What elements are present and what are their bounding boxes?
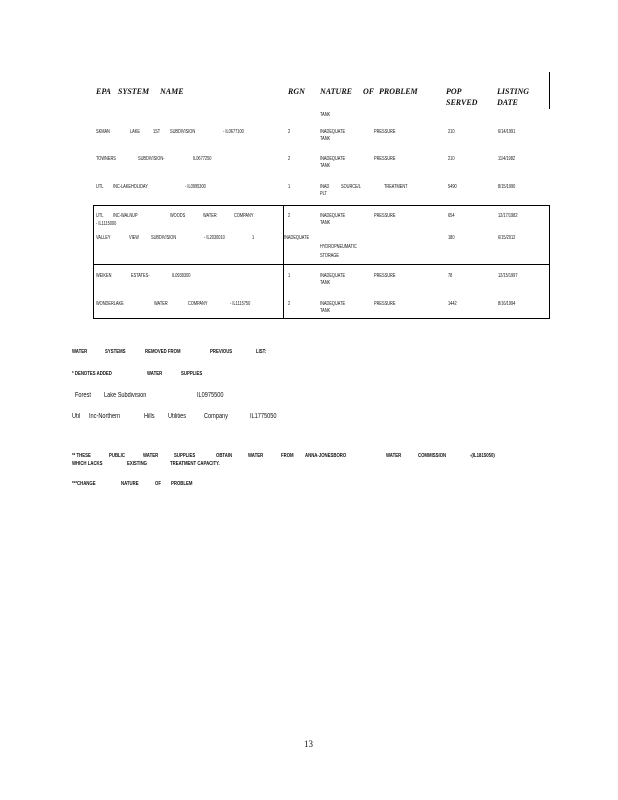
system-name-part: LAKE <box>130 129 140 135</box>
footnote-part: WATER <box>143 453 159 459</box>
removed-heading-part: LIST: <box>256 349 267 355</box>
nature: PRESSURE <box>374 129 396 135</box>
footnote-part: ** THESE <box>72 453 91 459</box>
header-pop: POP <box>446 87 462 96</box>
region: 2 <box>288 156 291 162</box>
header-listing: LISTING <box>497 87 530 96</box>
system-name-part: WONDERLAKE <box>96 301 124 307</box>
nature: INADEQUATE <box>320 301 346 307</box>
footnote-part: NATURE <box>121 481 139 487</box>
removed-heading-part: PREVIOUS <box>210 349 233 355</box>
listing-date: 12/17/1982 <box>498 213 518 219</box>
table-pretext: TANK <box>320 112 331 118</box>
listing-date: 11/4/1982 <box>498 156 516 162</box>
region: 1 <box>288 273 291 279</box>
nature: TANK <box>320 280 331 286</box>
listing-date: 12/15/1997 <box>498 273 518 279</box>
added-note-part: WATER <box>147 371 163 377</box>
footnote-part: ***CHANGE <box>72 481 96 487</box>
nature: TANK <box>320 136 331 142</box>
population: 78 <box>448 273 453 279</box>
population: 5490 <box>448 184 457 190</box>
nature: PRESSURE <box>374 301 396 307</box>
system-name-part: UTL <box>96 184 104 190</box>
nature: INADEQUATE <box>320 273 346 279</box>
footnote-part: ANNA-JONESBORO <box>305 453 347 459</box>
removed-item-part: Lake Subdivision <box>104 392 147 399</box>
population: 654 <box>448 213 455 219</box>
system-name-part: SUBDIVISION <box>170 129 196 135</box>
nature: TREATMENT <box>384 184 408 190</box>
footnote-part: SUPPLIES <box>174 453 196 459</box>
footnote-part: OF <box>155 481 161 487</box>
removed-item-part: Utilities <box>168 413 187 420</box>
nature: INAD <box>320 184 330 190</box>
system-name-part: SUBDIVISION <box>151 235 177 241</box>
listing-date: 8/16/1994 <box>498 301 516 307</box>
nature: PRESSURE <box>374 213 396 219</box>
region: 1 <box>252 235 255 241</box>
box-line <box>549 205 550 318</box>
header-problem: PROBLEM <box>379 87 418 96</box>
system-name-part: WEIKEN <box>96 273 112 279</box>
header-nature: NATURE <box>320 87 353 96</box>
region: 1 <box>288 184 291 190</box>
population: 1442 <box>448 301 457 307</box>
listing-date: 8/15/1990 <box>498 184 516 190</box>
header-epa: EPA <box>96 87 111 96</box>
nature: PLT <box>320 191 327 197</box>
removed-item-part: Hills <box>144 413 155 420</box>
nature: INADEQUATE <box>320 213 346 219</box>
nature: HYDROPNEUMATIC <box>320 244 357 250</box>
system-name-part: ESTATES- <box>131 273 150 279</box>
footnote-part: WATER <box>248 453 264 459</box>
system-name-part: INC-LAKEHOLIDAY <box>113 184 148 190</box>
footnote-part: -(IL1815050) <box>470 453 495 459</box>
footnote-part: WATER <box>386 453 402 459</box>
system-name-part: COMPANY <box>234 213 254 219</box>
system-name-part: INC-WALNUP <box>113 213 138 219</box>
removed-item-part: Company <box>204 413 228 420</box>
header-of: OF <box>363 87 375 96</box>
system-name-part: WATER <box>154 301 168 307</box>
nature: TANK <box>320 163 331 169</box>
margin-rule <box>549 72 550 109</box>
system-id: IL0939300 <box>172 273 191 279</box>
removed-item-part: Inc-Northern <box>89 413 121 420</box>
removed-item-part: Util <box>72 413 81 420</box>
header-date: DATE <box>497 98 518 107</box>
nature: STORAGE <box>320 253 340 259</box>
removed-heading-part: SYSTEMS <box>105 349 126 355</box>
system-id: - IL1115750 <box>230 301 251 307</box>
listing-date: 6/15/2012 <box>498 235 516 241</box>
page-number: 13 <box>304 739 313 749</box>
system-id: - IL0677100 <box>223 129 244 135</box>
population: 210 <box>448 156 455 162</box>
system-name-part: COMPANY <box>188 301 208 307</box>
nature: INADEQUATE <box>320 156 346 162</box>
system-name-part: WOODS <box>170 213 186 219</box>
footnote-part: OBTAIN <box>216 453 233 459</box>
system-name-part: WATER <box>203 213 217 219</box>
header-served: SERVED <box>446 98 478 107</box>
system-name-part: VALLEY <box>96 235 111 241</box>
listing-date: 6/14/1991 <box>498 129 516 135</box>
removed-heading-part: REMOVED FROM <box>145 349 181 355</box>
population: 210 <box>448 129 455 135</box>
nature: TANK <box>320 308 331 314</box>
system-id: IL0677250 <box>193 156 212 162</box>
removed-heading-part: WATER <box>72 349 88 355</box>
nature: INADEQUATE <box>320 129 346 135</box>
removed-item-part: IL1775050 <box>250 413 277 420</box>
footnote-part: PROBLEM <box>171 481 193 487</box>
header-name: NAME <box>160 87 184 96</box>
system-id: - IL0995300 <box>185 184 206 190</box>
footnote-part: FROM <box>281 453 294 459</box>
box-line <box>283 205 284 318</box>
region: 2 <box>288 129 291 135</box>
nature: PRESSURE <box>374 273 396 279</box>
header-system: SYSTEM <box>118 87 150 96</box>
footnote-part: PUBLIC <box>109 453 125 459</box>
nature: SOURCE/L <box>341 184 361 190</box>
system-id: - IL1115000 <box>96 221 117 227</box>
footnote-part: EXISTING <box>127 461 148 467</box>
removed-item-part: IL0975500 <box>197 392 224 399</box>
system-name-part: UTL <box>96 213 104 219</box>
system-name-part: SKMAN <box>96 129 110 135</box>
region: 2 <box>288 301 291 307</box>
system-name-part: SUBDIVISION- <box>138 156 165 162</box>
box-line <box>93 264 550 265</box>
population: 180 <box>448 235 455 241</box>
system-name-part: TOWNERS <box>96 156 116 162</box>
nature: INADEQUATE <box>284 235 310 241</box>
footnote-part: COMMISSION <box>418 453 447 459</box>
header-rgn: RGN <box>288 87 305 96</box>
box-line <box>93 205 94 318</box>
added-note-part: SUPPLIES <box>181 371 203 377</box>
box-line <box>93 205 550 206</box>
nature: PRESSURE <box>374 156 396 162</box>
nature: TANK <box>320 220 331 226</box>
footnote-part: TREATMENT CAPACITY. <box>170 461 220 467</box>
system-id: - IL2030010 <box>204 235 225 241</box>
footnote-part: WHICH LACKS <box>72 461 103 467</box>
removed-item-part: Forest <box>75 392 91 399</box>
added-note-part: * DENOTES ADDED <box>72 371 112 377</box>
box-line <box>93 318 550 319</box>
system-name-part: VIEW <box>129 235 139 241</box>
system-name-part: 1ST <box>153 129 161 135</box>
region: 2 <box>288 213 291 219</box>
